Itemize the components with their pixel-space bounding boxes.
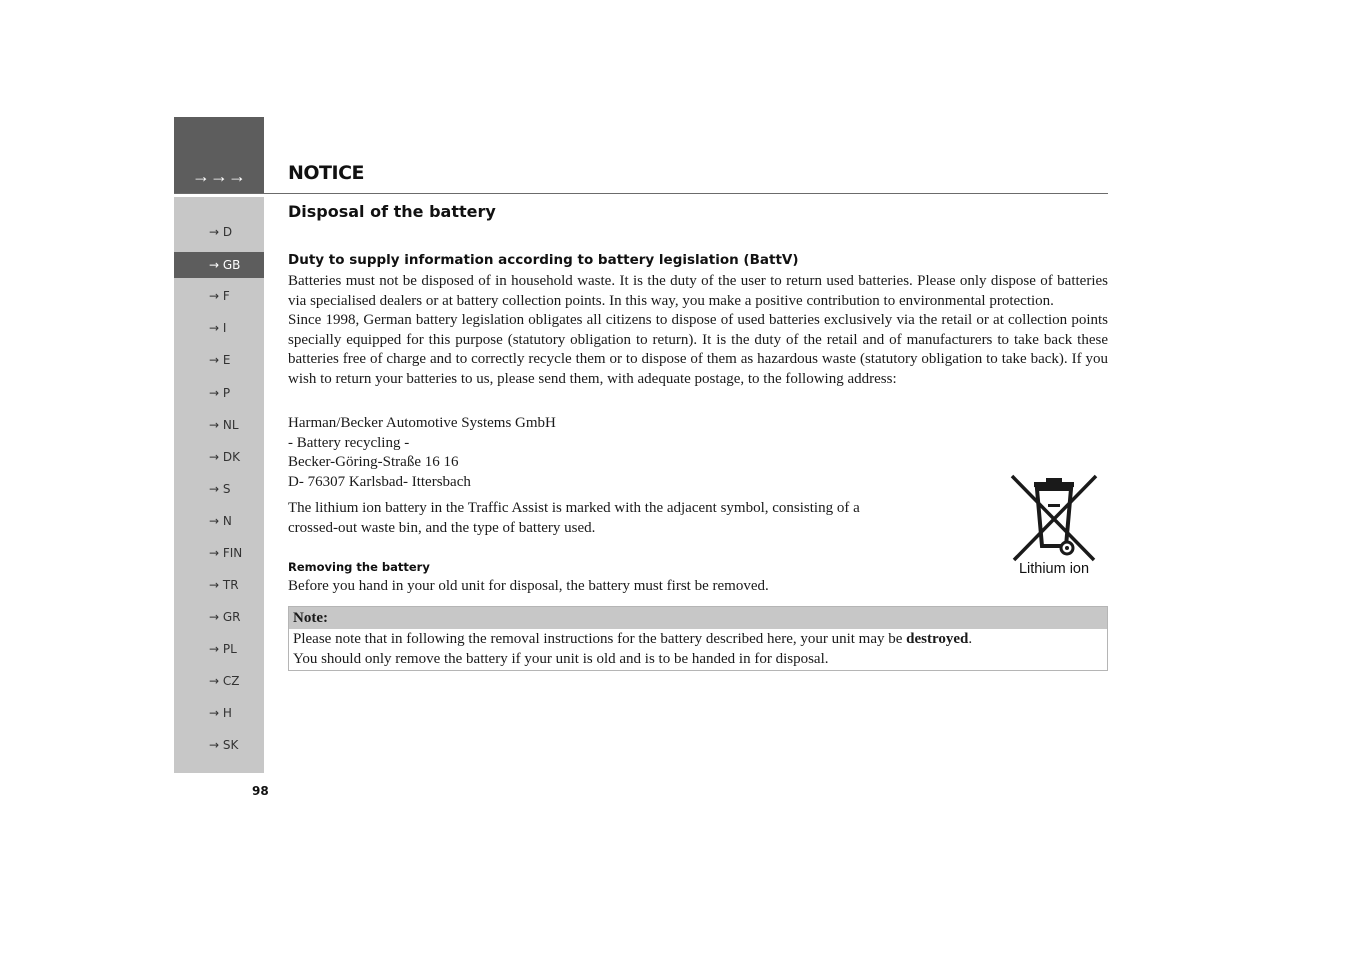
sidebar-item-nl[interactable]: → NL [209,418,239,432]
header-block [174,117,264,193]
sidebar-item-h[interactable]: → H [209,706,232,720]
address-line: Harman/Becker Automotive Systems GmbH [288,415,556,431]
sidebar-item-gr[interactable]: → GR [209,610,241,624]
sidebar-item-n[interactable]: → N [209,514,232,528]
sidebar-item-d[interactable]: → D [209,225,233,239]
sidebar-item-p[interactable]: → P [209,386,231,400]
paragraph-battery-waste: Batteries must not be disposed of in household waste. It is the duty of the user to return used batteries. Please only dispose of batteries via specialised dealers or at battery collection points. In this way, you make a positive contribution to environmental protection. [288,273,1108,309]
address-line: D- 76307 Karlsbad- Ittersbach [288,473,471,490]
note-label: Note: [289,607,1107,629]
note-body [289,629,1107,669]
note-line-2: You should only remove the battery if your unit is old and is to be handed in for disposal. [293,651,829,667]
sidebar-item-cz[interactable]: → CZ [209,674,240,688]
header-arrows: →→→ [192,166,246,186]
sidebar-item-dk[interactable]: → DK [209,450,240,464]
address-line: Becker-Göring-Straße 16 16 [288,454,459,470]
symbol-caption: Lithium ion [1018,561,1090,577]
sidebar-item-i[interactable]: → I [209,321,227,335]
sidebar-item-tr[interactable]: → TR [209,578,239,592]
header-divider [174,193,1108,194]
sidebar-item-fin[interactable]: → FIN [209,546,243,560]
section-title: NOTICE [288,162,365,184]
page-subtitle: Disposal of the battery [288,202,496,221]
note-line-1 [293,629,1103,649]
address-line: - Battery recycling - [288,434,410,451]
sidebar-item-sk[interactable]: → SK [209,738,239,752]
paragraph-battery-legislation: Since 1998, German battery legislation obligates all citizens to dispose of used batteries exclusively via the retail or at collection points specially equipped for this purpose (statutory obligation to return). It is the duty of the retail and of manufacturers to take back these batteries free of charge and to correctly recycle them or to dispose of them as hazardous waste (statutory obligation to take back). If you wish to return your batteries to us, please send them, with adequate postage, to the following address: [288,312,1108,387]
note-text: . [968,631,973,647]
sidebar-item-f[interactable]: → F [209,289,230,303]
sidebar-item-s[interactable]: → S [209,482,231,496]
removing-paragraph: Before you hand in your old unit for disposal, the battery must first be removed. [288,578,769,594]
sidebar-item-e[interactable]: → E [209,353,231,367]
removing-heading: Removing the battery [288,560,430,574]
return-address [288,414,556,492]
sidebar-item-pl[interactable]: → PL [209,642,237,656]
lithium-paragraph: The lithium ion battery in the Traffic Assist is marked with the adjacent symbol, consisting of a crossed-out waste bin, and the type of battery used. [288,500,860,536]
page-number: 98 [252,784,269,798]
sidebar-item-gb[interactable]: → GB [174,252,264,278]
note-box [288,606,1108,671]
duty-heading: Duty to supply information according to battery legislation (BattV) [288,252,799,268]
crossed-out-bin-icon [1008,472,1100,564]
note-text: Please note that in following the removal instructions for the battery described here, your unit may be [293,631,907,647]
body-text-block [288,272,1108,389]
note-emphasis: destroyed [906,631,969,647]
language-sidebar [174,197,264,773]
